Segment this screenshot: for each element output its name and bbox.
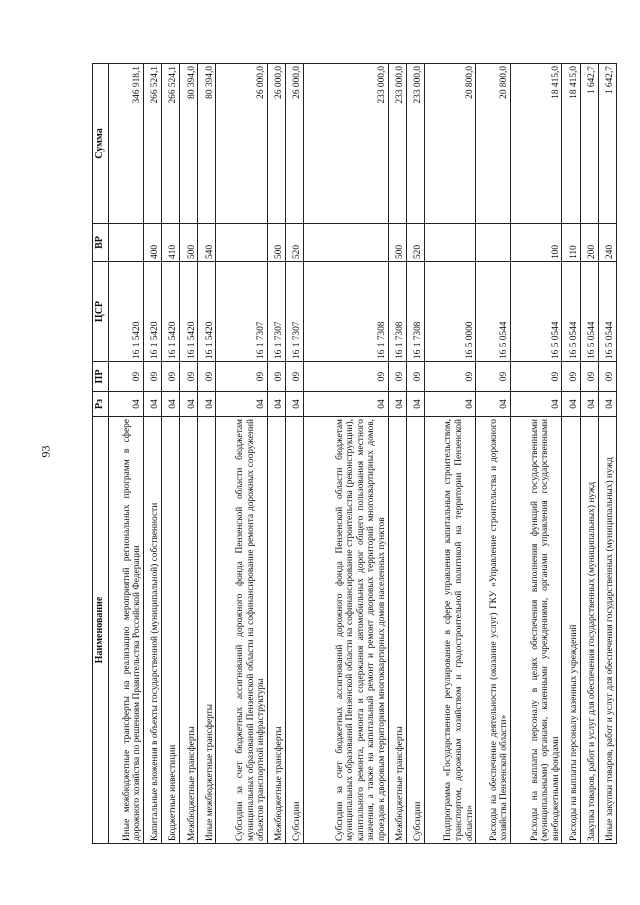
row-sum: 80 394,0 bbox=[198, 64, 216, 224]
row-csr: 16 5 0544 bbox=[580, 262, 598, 362]
row-pr: 09 bbox=[198, 362, 216, 392]
table-body bbox=[109, 64, 617, 844]
row-name: Субсидии bbox=[285, 417, 303, 844]
row-sum: 346 918,1 bbox=[109, 64, 144, 224]
table-row bbox=[267, 64, 285, 844]
row-name: Закупка товаров, работ и услуг для обеспечения государственных (муниципальных) нужд bbox=[580, 417, 598, 844]
row-name: Бюджетные инвестиции bbox=[161, 417, 179, 844]
row-pr: 09 bbox=[216, 362, 267, 392]
row-sum: 233 000,0 bbox=[388, 64, 406, 224]
row-name: Расходы на выплаты персоналу в целях обеспечения выполнения функций государственными (муниципальными) органами, казенными учреждениями, органами управления государственными внебюджетными фондами bbox=[511, 417, 562, 844]
table-row bbox=[304, 64, 389, 844]
row-csr: 16 1 7307 bbox=[216, 262, 267, 362]
row-name: Иные межбюджетные трансферты на реализацию мероприятий региональных программ в сфере дорожного хозяйства по решениям Правительства Российской Федерации bbox=[109, 417, 144, 844]
table-row bbox=[476, 64, 511, 844]
row-pr: 09 bbox=[476, 362, 511, 392]
row-vr: 100 bbox=[511, 224, 562, 262]
row-name: Субсидии за счет бюджетных ассигнований дорожного фонда Пензенской области бюджетам муниципальных образований Пензенской области на софинансирование ремонта дорожных сооружений объектов транспортной инфраструктуры bbox=[216, 417, 267, 844]
row-vr: 400 bbox=[143, 224, 161, 262]
row-vr: 500 bbox=[267, 224, 285, 262]
row-sum: 80 394,0 bbox=[180, 64, 198, 224]
rotated-table-container bbox=[92, 64, 617, 844]
table-row bbox=[511, 64, 562, 844]
row-csr: 16 1 5420 bbox=[143, 262, 161, 362]
row-csr: 16 1 7308 bbox=[388, 262, 406, 362]
row-sum: 1 642,7 bbox=[598, 64, 616, 224]
row-name: Субсидии за счет бюджетных ассигнований дорожного фонда Пензенской области бюджетам муниципальных образований Пензенской области на софинансирование строительства (реконструкции), капитального ремонта, ремонта и содержания автомобильных дорог общего пользования местного значения, а также на капитальный ремонт и ремонт дворовых территорий многоквартирных домов, проездов к дворовым территориям многоквартирных домов населенных пунктов bbox=[304, 417, 389, 844]
row-csr: 16 5 0544 bbox=[562, 262, 580, 362]
table-row bbox=[198, 64, 216, 844]
row-vr: 520 bbox=[285, 224, 303, 262]
table-row bbox=[285, 64, 303, 844]
row-csr: 16 1 5420 bbox=[198, 262, 216, 362]
row-vr: 410 bbox=[161, 224, 179, 262]
row-sum: 26 000,0 bbox=[216, 64, 267, 224]
row-csr: 16 1 5420 bbox=[180, 262, 198, 362]
row-sum: 26 000,0 bbox=[285, 64, 303, 224]
row-vr bbox=[476, 224, 511, 262]
row-csr: 16 5 0544 bbox=[476, 262, 511, 362]
row-pr: 09 bbox=[511, 362, 562, 392]
row-rz: 04 bbox=[406, 392, 424, 417]
row-rz: 04 bbox=[285, 392, 303, 417]
row-vr: 110 bbox=[562, 224, 580, 262]
table-row bbox=[562, 64, 580, 844]
row-rz: 04 bbox=[304, 392, 389, 417]
row-pr: 09 bbox=[143, 362, 161, 392]
row-csr: 16 1 7308 bbox=[304, 262, 389, 362]
budget-table bbox=[92, 63, 617, 844]
row-vr: 540 bbox=[198, 224, 216, 262]
row-csr: 16 5 0544 bbox=[511, 262, 562, 362]
row-name: Капитальные вложения в объекты государственной (муниципальной) собственности bbox=[143, 417, 161, 844]
row-rz: 04 bbox=[476, 392, 511, 417]
row-name: Подпрограмма «Государственное регулирование в сфере управления капитальным строительством, транспортом, дорожным хозяйством и градостроительной политикой на территории Пензенской области» bbox=[424, 417, 475, 844]
row-pr: 09 bbox=[562, 362, 580, 392]
row-csr: 16 1 7308 bbox=[406, 262, 424, 362]
table-row bbox=[161, 64, 179, 844]
row-vr bbox=[424, 224, 475, 262]
header-name: Наименование bbox=[93, 417, 109, 844]
row-pr: 09 bbox=[161, 362, 179, 392]
row-vr: 200 bbox=[580, 224, 598, 262]
header-vr: ВР bbox=[93, 224, 109, 262]
row-pr: 09 bbox=[109, 362, 144, 392]
row-name: Расходы на выплаты персоналу казенных учреждений bbox=[562, 417, 580, 844]
row-sum: 266 524,1 bbox=[143, 64, 161, 224]
row-sum: 266 524,1 bbox=[161, 64, 179, 224]
row-pr: 09 bbox=[580, 362, 598, 392]
row-rz: 04 bbox=[216, 392, 267, 417]
row-pr: 09 bbox=[285, 362, 303, 392]
row-name: Иные закупки товаров, работ и услуг для обеспечения государственных (муниципальных) нужд bbox=[598, 417, 616, 844]
row-name: Иные межбюджетные трансферты bbox=[198, 417, 216, 844]
row-vr: 240 bbox=[598, 224, 616, 262]
page-number: 93 bbox=[38, 445, 53, 458]
table-row bbox=[424, 64, 475, 844]
row-pr: 09 bbox=[304, 362, 389, 392]
table-row bbox=[598, 64, 616, 844]
row-pr: 09 bbox=[267, 362, 285, 392]
row-vr: 520 bbox=[406, 224, 424, 262]
header-csr: ЦСР bbox=[93, 262, 109, 362]
row-rz: 04 bbox=[580, 392, 598, 417]
row-name: Межбюджетные трансферты bbox=[388, 417, 406, 844]
row-csr: 16 5 0544 bbox=[598, 262, 616, 362]
row-rz: 04 bbox=[198, 392, 216, 417]
row-sum: 18 415,0 bbox=[562, 64, 580, 224]
row-pr: 09 bbox=[598, 362, 616, 392]
row-csr: 16 1 7307 bbox=[267, 262, 285, 362]
row-rz: 04 bbox=[598, 392, 616, 417]
header-rz: Рз bbox=[93, 392, 109, 417]
row-rz: 04 bbox=[143, 392, 161, 417]
row-pr: 09 bbox=[424, 362, 475, 392]
row-name: Межбюджетные трансферты bbox=[267, 417, 285, 844]
row-sum: 26 000,0 bbox=[267, 64, 285, 224]
row-sum: 233 000,0 bbox=[304, 64, 389, 224]
row-vr: 500 bbox=[388, 224, 406, 262]
row-csr: 16 1 7307 bbox=[285, 262, 303, 362]
row-name: Субсидии bbox=[406, 417, 424, 844]
row-vr bbox=[216, 224, 267, 262]
table-row bbox=[180, 64, 198, 844]
row-csr: 16 5 0000 bbox=[424, 262, 475, 362]
row-sum: 1 642,7 bbox=[580, 64, 598, 224]
table-row bbox=[580, 64, 598, 844]
row-sum: 233 000,0 bbox=[406, 64, 424, 224]
row-pr: 09 bbox=[388, 362, 406, 392]
row-rz: 04 bbox=[161, 392, 179, 417]
row-sum: 18 415,0 bbox=[511, 64, 562, 224]
row-pr: 09 bbox=[180, 362, 198, 392]
header-pr: ПР bbox=[93, 362, 109, 392]
row-vr bbox=[109, 224, 144, 262]
table-row bbox=[143, 64, 161, 844]
table-header-row bbox=[93, 64, 109, 844]
row-rz: 04 bbox=[109, 392, 144, 417]
row-sum: 20 800,0 bbox=[424, 64, 475, 224]
row-rz: 04 bbox=[180, 392, 198, 417]
row-rz: 04 bbox=[267, 392, 285, 417]
row-rz: 04 bbox=[562, 392, 580, 417]
row-name: Расходы на обеспечение деятельности (оказание услуг) ГКУ «Управление строительства и дорожного хозяйства Пензенской области» bbox=[476, 417, 511, 844]
row-rz: 04 bbox=[388, 392, 406, 417]
table-row bbox=[109, 64, 144, 844]
row-rz: 04 bbox=[424, 392, 475, 417]
table-row bbox=[388, 64, 406, 844]
table-row bbox=[216, 64, 267, 844]
row-pr: 09 bbox=[406, 362, 424, 392]
row-vr: 500 bbox=[180, 224, 198, 262]
table-row bbox=[406, 64, 424, 844]
row-sum: 20 800,0 bbox=[476, 64, 511, 224]
row-vr bbox=[304, 224, 389, 262]
header-sum: Сумма bbox=[93, 64, 109, 224]
row-csr: 16 1 5420 bbox=[109, 262, 144, 362]
row-csr: 16 1 5420 bbox=[161, 262, 179, 362]
row-rz: 04 bbox=[511, 392, 562, 417]
row-name: Межбюджетные трансферты bbox=[180, 417, 198, 844]
